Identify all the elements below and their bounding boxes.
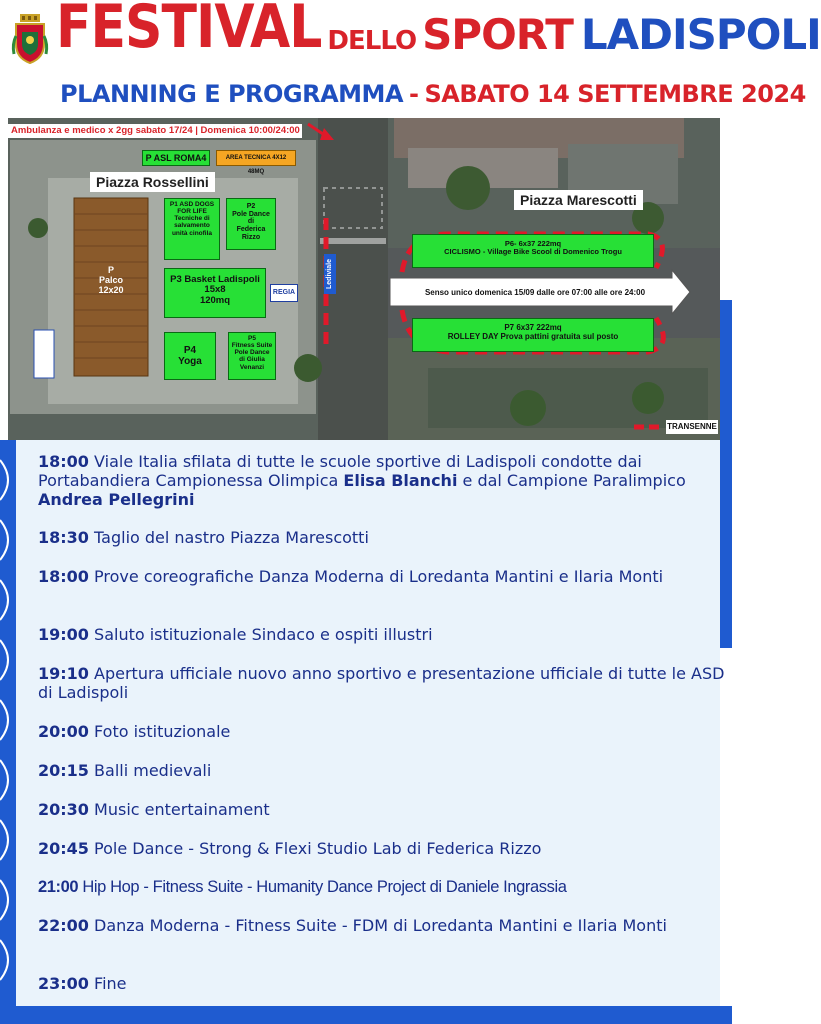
- area-p2: P2 Pole Dance di Federica Rizzo: [226, 198, 276, 250]
- area-tecnica: AREA TECNICA 4X12 48MQ: [216, 150, 296, 166]
- title-ladispoli: LADISPOLI: [580, 10, 821, 59]
- program-panel: [16, 440, 725, 1008]
- program-item: 20:30 Music entertainament: [38, 800, 270, 819]
- area-p4: P4 Yoga: [164, 332, 216, 380]
- label-piazza-rossellini: Piazza Rossellini: [90, 172, 215, 192]
- one-way-note: Senso unico domenica 15/09 dalle ore 07:00 alle ore 24:00: [424, 288, 646, 297]
- stage-palco-line1: P: [107, 265, 114, 275]
- program-item: 21:00 Hip Hop - Fitness Suite - Humanity Dance Project di Daniele Ingrassia: [38, 878, 567, 896]
- program-item: 18:00 Prove coreografiche Danza Moderna di Loredanta Mantini e Ilaria Monti: [38, 567, 664, 586]
- program-item: 23:00 Fine: [38, 974, 127, 993]
- asl-point: P ASL ROMA4: [142, 150, 210, 166]
- stage-palco: [74, 266, 148, 296]
- event-map: [8, 118, 720, 440]
- city-crest-icon: [12, 14, 48, 64]
- program-item: 18:00 Viale Italia sfilata di tutte le scuole sportive di Ladispoli condotte dai Portabandiera Campionessa Olimpica Elisa Blanchi e dal Campione Paralimpico Andrea Pellegrini: [38, 452, 686, 509]
- subtitle-dash: -: [409, 80, 419, 108]
- area-p1: P1 ASD DOGS FOR LIFE Tecniche di salvamento unità cinofila: [164, 198, 220, 260]
- title-dello: DELLO: [327, 26, 417, 56]
- subtitle-planning: PLANNING E PROGRAMMA: [60, 80, 404, 108]
- area-regia: REGIA: [270, 284, 298, 302]
- stage-palco-line2: Palco: [98, 274, 123, 285]
- area-p3: P3 Basket Ladispoli 15x8 120mq: [164, 268, 266, 318]
- program-item: 18:30 Taglio del nastro Piazza Marescotti: [38, 528, 369, 547]
- program-item: 20:15 Balli medievali: [38, 761, 212, 780]
- page-subtitle: [60, 80, 806, 108]
- program-item: 20:00 Foto istituzionale: [38, 722, 231, 741]
- page-title: [56, 0, 821, 72]
- stage-palco-line3: 12x20: [98, 284, 124, 295]
- transenne-legend: TRANSENNE: [666, 420, 718, 434]
- program-item: 20:45 Pole Dance - Strong & Flexi Studio Lab di Federica Rizzo: [38, 839, 542, 858]
- header: [0, 0, 821, 118]
- bottom-accent-bar: [0, 1006, 732, 1024]
- program-item: 19:10 Apertura ufficiale nuovo anno sportivo e presentazione ufficiale di tutte le ASD di Ladispoli: [38, 664, 725, 702]
- title-sport: SPORT: [422, 10, 573, 59]
- label-piazza-marescotti: Piazza Marescotti: [514, 190, 643, 210]
- ambulance-note: Ambulanza e medico x 2gg sabato 17/24 | Domenica 10:00/24:00: [8, 124, 302, 138]
- area-p7: P7 6x37 222mq ROLLEY DAY Prova pattini gratuita sul posto: [412, 318, 654, 352]
- title-festival: FESTIVAL: [56, 0, 322, 62]
- area-p5: P5 Fitness Suite Pole Dance di Giulia Venanzi: [228, 332, 276, 380]
- street-label-vertical: Lediviale: [324, 254, 336, 294]
- program-item: 19:00 Saluto istituzionale Sindaco e ospiti illustri: [38, 625, 433, 644]
- area-p6: P6- 6x37 222mq CICLISMO - Village Bike Scool di Domenico Trogu: [412, 234, 654, 268]
- program-item: 22:00 Danza Moderna - Fitness Suite - FDM di Loredanta Mantini e Ilaria Monti: [38, 916, 667, 935]
- subtitle-date: SABATO 14 SETTEMBRE 2024: [424, 80, 806, 108]
